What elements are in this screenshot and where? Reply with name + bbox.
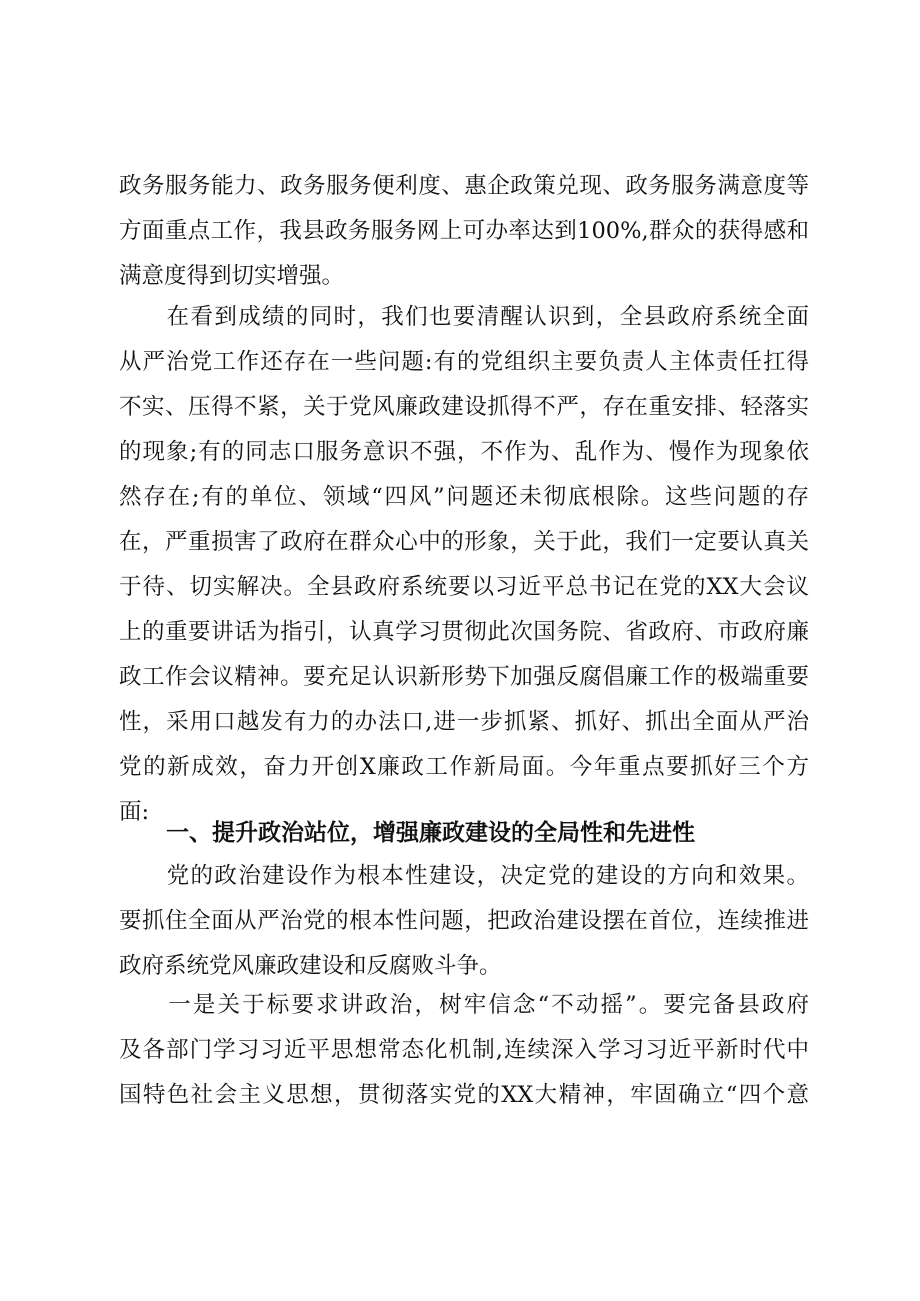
paragraph-2: [119, 295, 809, 835]
paragraph-3: [119, 854, 809, 989]
text-line: 的现象;有的同志口服务意识不强，不作为、乱作为、慢作为现象依: [119, 439, 809, 465]
text-line: 及各部门学习习近平思想常态化机制,连续深入学习习近平新时代中: [119, 1037, 809, 1063]
text-line: 政工作会议精神。要充足认识新形势下加强反腐倡廉工作的极端重要: [119, 664, 809, 690]
text-line: 上的重要讲话为指引，认真学习贯彻此次国务院、省政府、市政府廉: [119, 619, 809, 645]
text-line: 面:: [119, 799, 150, 825]
text-line: 然存在;有的单位、领域“四风”问题还未彻底根除。这些问题的存: [119, 484, 809, 510]
paragraph-4: [119, 983, 809, 1118]
text-line: 党的新成效，奋力开创X廉政工作新局面。今年重点要抓好三个方: [119, 754, 809, 780]
text-line: 性，采用口越发有力的办法口,进一步抓紧、抓好、抓出全面从严治: [119, 709, 809, 735]
text-line: 于待、切实解决。全县政府系统要以习近平总书记在党的XX大会议: [119, 574, 809, 600]
section-heading: 一、提升政治站位，增强廉政建设的全局性和先进性: [166, 820, 695, 846]
text-line: 国特色社会主义思想，贯彻落实党的XX大精神，牢固确立“四个意: [119, 1082, 809, 1108]
text-line: 政务服务能力、政务服务便利度、惠企政策兑现、政务服务满意度等: [119, 173, 809, 199]
text-line: 政府系统党风廉政建设和反腐败斗争。: [119, 953, 502, 979]
text-line: 不实、压得不紧，关于党风廉政建设抓得不严，存在重安排、轻落实: [119, 394, 809, 420]
text-line: 党的政治建设作为根本性建设，决定党的建设的方向和效果。: [119, 863, 809, 889]
text-line: 满意度得到切实增强。: [119, 263, 345, 289]
paragraph-1: [119, 164, 809, 299]
text-line: 方面重点工作，我县政务服务网上可办率达到100%,群众的获得感和: [119, 218, 809, 244]
text-line: 一是关于标要求讲政治，树牢信念“不动摇”。要完备县政府: [119, 992, 809, 1018]
text-line: 在，严重损害了政府在群众心中的形象，关于此，我们一定要认真关: [119, 529, 809, 555]
text-line: 从严治党工作还存在一些问题:有的党组织主要负责人主体责任扛得: [119, 349, 809, 375]
text-line: 要抓住全面从严治党的根本性问题，把政治建设摆在首位，连续推进: [119, 908, 809, 934]
text-line: 在看到成绩的同时，我们也要清醒认识到，全县政府系统全面: [119, 304, 809, 330]
